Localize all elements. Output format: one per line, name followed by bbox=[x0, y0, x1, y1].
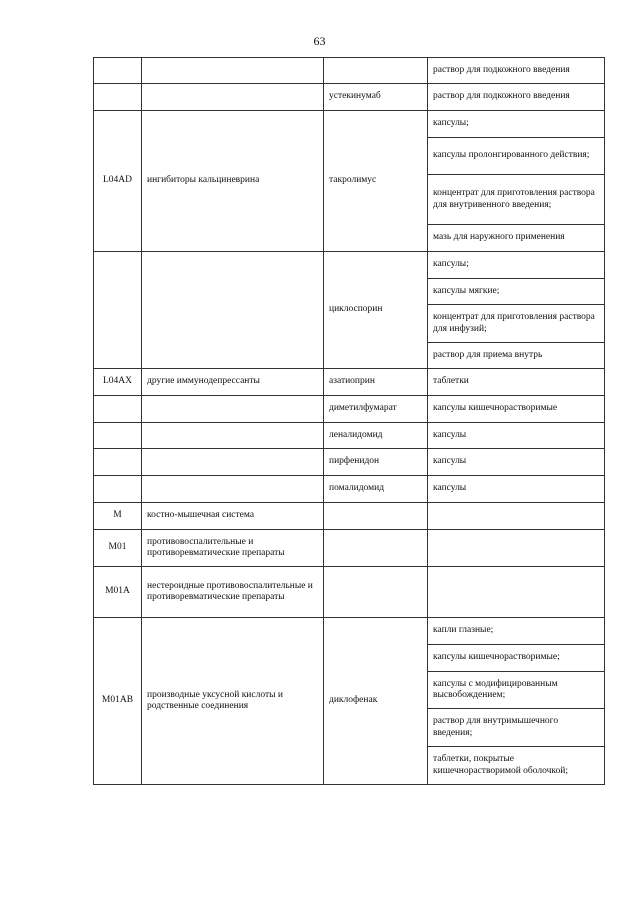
dosage-form-cell bbox=[428, 530, 605, 567]
dosage-form-cell: концентрат для приготовления раствора для инфузий; bbox=[428, 305, 605, 343]
table-row bbox=[94, 369, 605, 396]
dosage-form-cell: капсулы мягкие; bbox=[428, 279, 605, 305]
dosage-form-cell: капсулы пролонгированного действия; bbox=[428, 138, 605, 175]
atc-code-cell bbox=[94, 252, 142, 369]
atc-code-cell bbox=[94, 476, 142, 503]
group-name-cell: производные уксусной кислоты и родственные соединения bbox=[142, 618, 324, 785]
dosage-form-cell: капсулы; bbox=[428, 111, 605, 138]
atc-code-cell: M01AB bbox=[94, 618, 142, 785]
dosage-form-cell bbox=[428, 567, 605, 618]
table-row bbox=[94, 423, 605, 449]
drug-name-cell: помалидомид bbox=[324, 476, 428, 503]
dosage-form-cell: раствор для подкожного введения bbox=[428, 58, 605, 84]
table-row bbox=[94, 530, 605, 567]
dosage-form-cell: концентрат для приготовления раствора для внутривенного введения; bbox=[428, 175, 605, 225]
drug-name-cell bbox=[324, 567, 428, 618]
drug-name-cell: такролимус bbox=[324, 111, 428, 252]
table-row bbox=[94, 396, 605, 423]
table-row bbox=[94, 449, 605, 476]
atc-code-cell: M01A bbox=[94, 567, 142, 618]
dosage-form-cell: капсулы кишечнорастворимые; bbox=[428, 645, 605, 672]
dosage-form-cell: капли глазные; bbox=[428, 618, 605, 645]
table-row bbox=[94, 476, 605, 503]
group-name-cell: костно-мышечная система bbox=[142, 503, 324, 530]
table-row bbox=[94, 252, 605, 279]
atc-code-cell bbox=[94, 396, 142, 423]
atc-code-cell: L04AX bbox=[94, 369, 142, 396]
atc-code-cell bbox=[94, 84, 142, 111]
page-number: 63 bbox=[313, 34, 326, 48]
drug-name-cell: пирфенидон bbox=[324, 449, 428, 476]
atc-code-cell: M bbox=[94, 503, 142, 530]
group-name-cell: нестероидные противовоспалительные и противоревматические препараты bbox=[142, 567, 324, 618]
dosage-form-cell: капсулы с модифицированным высвобождением; bbox=[428, 672, 605, 709]
dosage-form-cell: капсулы bbox=[428, 423, 605, 449]
group-name-cell bbox=[142, 84, 324, 111]
dosage-form-cell: раствор для приема внутрь bbox=[428, 343, 605, 369]
drug-name-cell: диклофенак bbox=[324, 618, 428, 785]
group-name-cell: ингибиторы кальциневрина bbox=[142, 111, 324, 252]
dosage-form-cell: раствор для подкожного введения bbox=[428, 84, 605, 111]
drug-name-cell: устекинумаб bbox=[324, 84, 428, 111]
dosage-form-cell: капсулы bbox=[428, 449, 605, 476]
drug-name-cell bbox=[324, 530, 428, 567]
atc-code-cell: M01 bbox=[94, 530, 142, 567]
dosage-form-cell: капсулы bbox=[428, 476, 605, 503]
table-row bbox=[94, 618, 605, 645]
group-name-cell: противовоспалительные и противоревматические препараты bbox=[142, 530, 324, 567]
drug-name-cell: диметилфумарат bbox=[324, 396, 428, 423]
table-row bbox=[94, 84, 605, 111]
atc-code-cell bbox=[94, 423, 142, 449]
group-name-cell bbox=[142, 449, 324, 476]
dosage-form-cell: раствор для внутримышечного введения; bbox=[428, 709, 605, 747]
dosage-form-cell: таблетки, покрытые кишечнорастворимой оболочкой; bbox=[428, 747, 605, 785]
drug-name-cell: леналидомид bbox=[324, 423, 428, 449]
atc-code-cell: L04AD bbox=[94, 111, 142, 252]
table-row bbox=[94, 58, 605, 84]
drug-name-cell bbox=[324, 58, 428, 84]
group-name-cell bbox=[142, 252, 324, 369]
atc-code-cell bbox=[94, 58, 142, 84]
group-name-cell: другие иммунодепрессанты bbox=[142, 369, 324, 396]
drug-name-cell: циклоспорин bbox=[324, 252, 428, 369]
table-row bbox=[94, 567, 605, 618]
dosage-form-cell: таблетки bbox=[428, 369, 605, 396]
drug-name-cell bbox=[324, 503, 428, 530]
group-name-cell bbox=[142, 476, 324, 503]
group-name-cell bbox=[142, 396, 324, 423]
table-row bbox=[94, 111, 605, 138]
dosage-form-cell: мазь для наружного применения bbox=[428, 225, 605, 252]
group-name-cell bbox=[142, 58, 324, 84]
dosage-form-cell: капсулы; bbox=[428, 252, 605, 279]
dosage-form-cell bbox=[428, 503, 605, 530]
dosage-form-cell: капсулы кишечнорастворимые bbox=[428, 396, 605, 423]
medication-table bbox=[93, 57, 605, 785]
drug-name-cell: азатиоприн bbox=[324, 369, 428, 396]
table-row bbox=[94, 503, 605, 530]
atc-code-cell bbox=[94, 449, 142, 476]
group-name-cell bbox=[142, 423, 324, 449]
